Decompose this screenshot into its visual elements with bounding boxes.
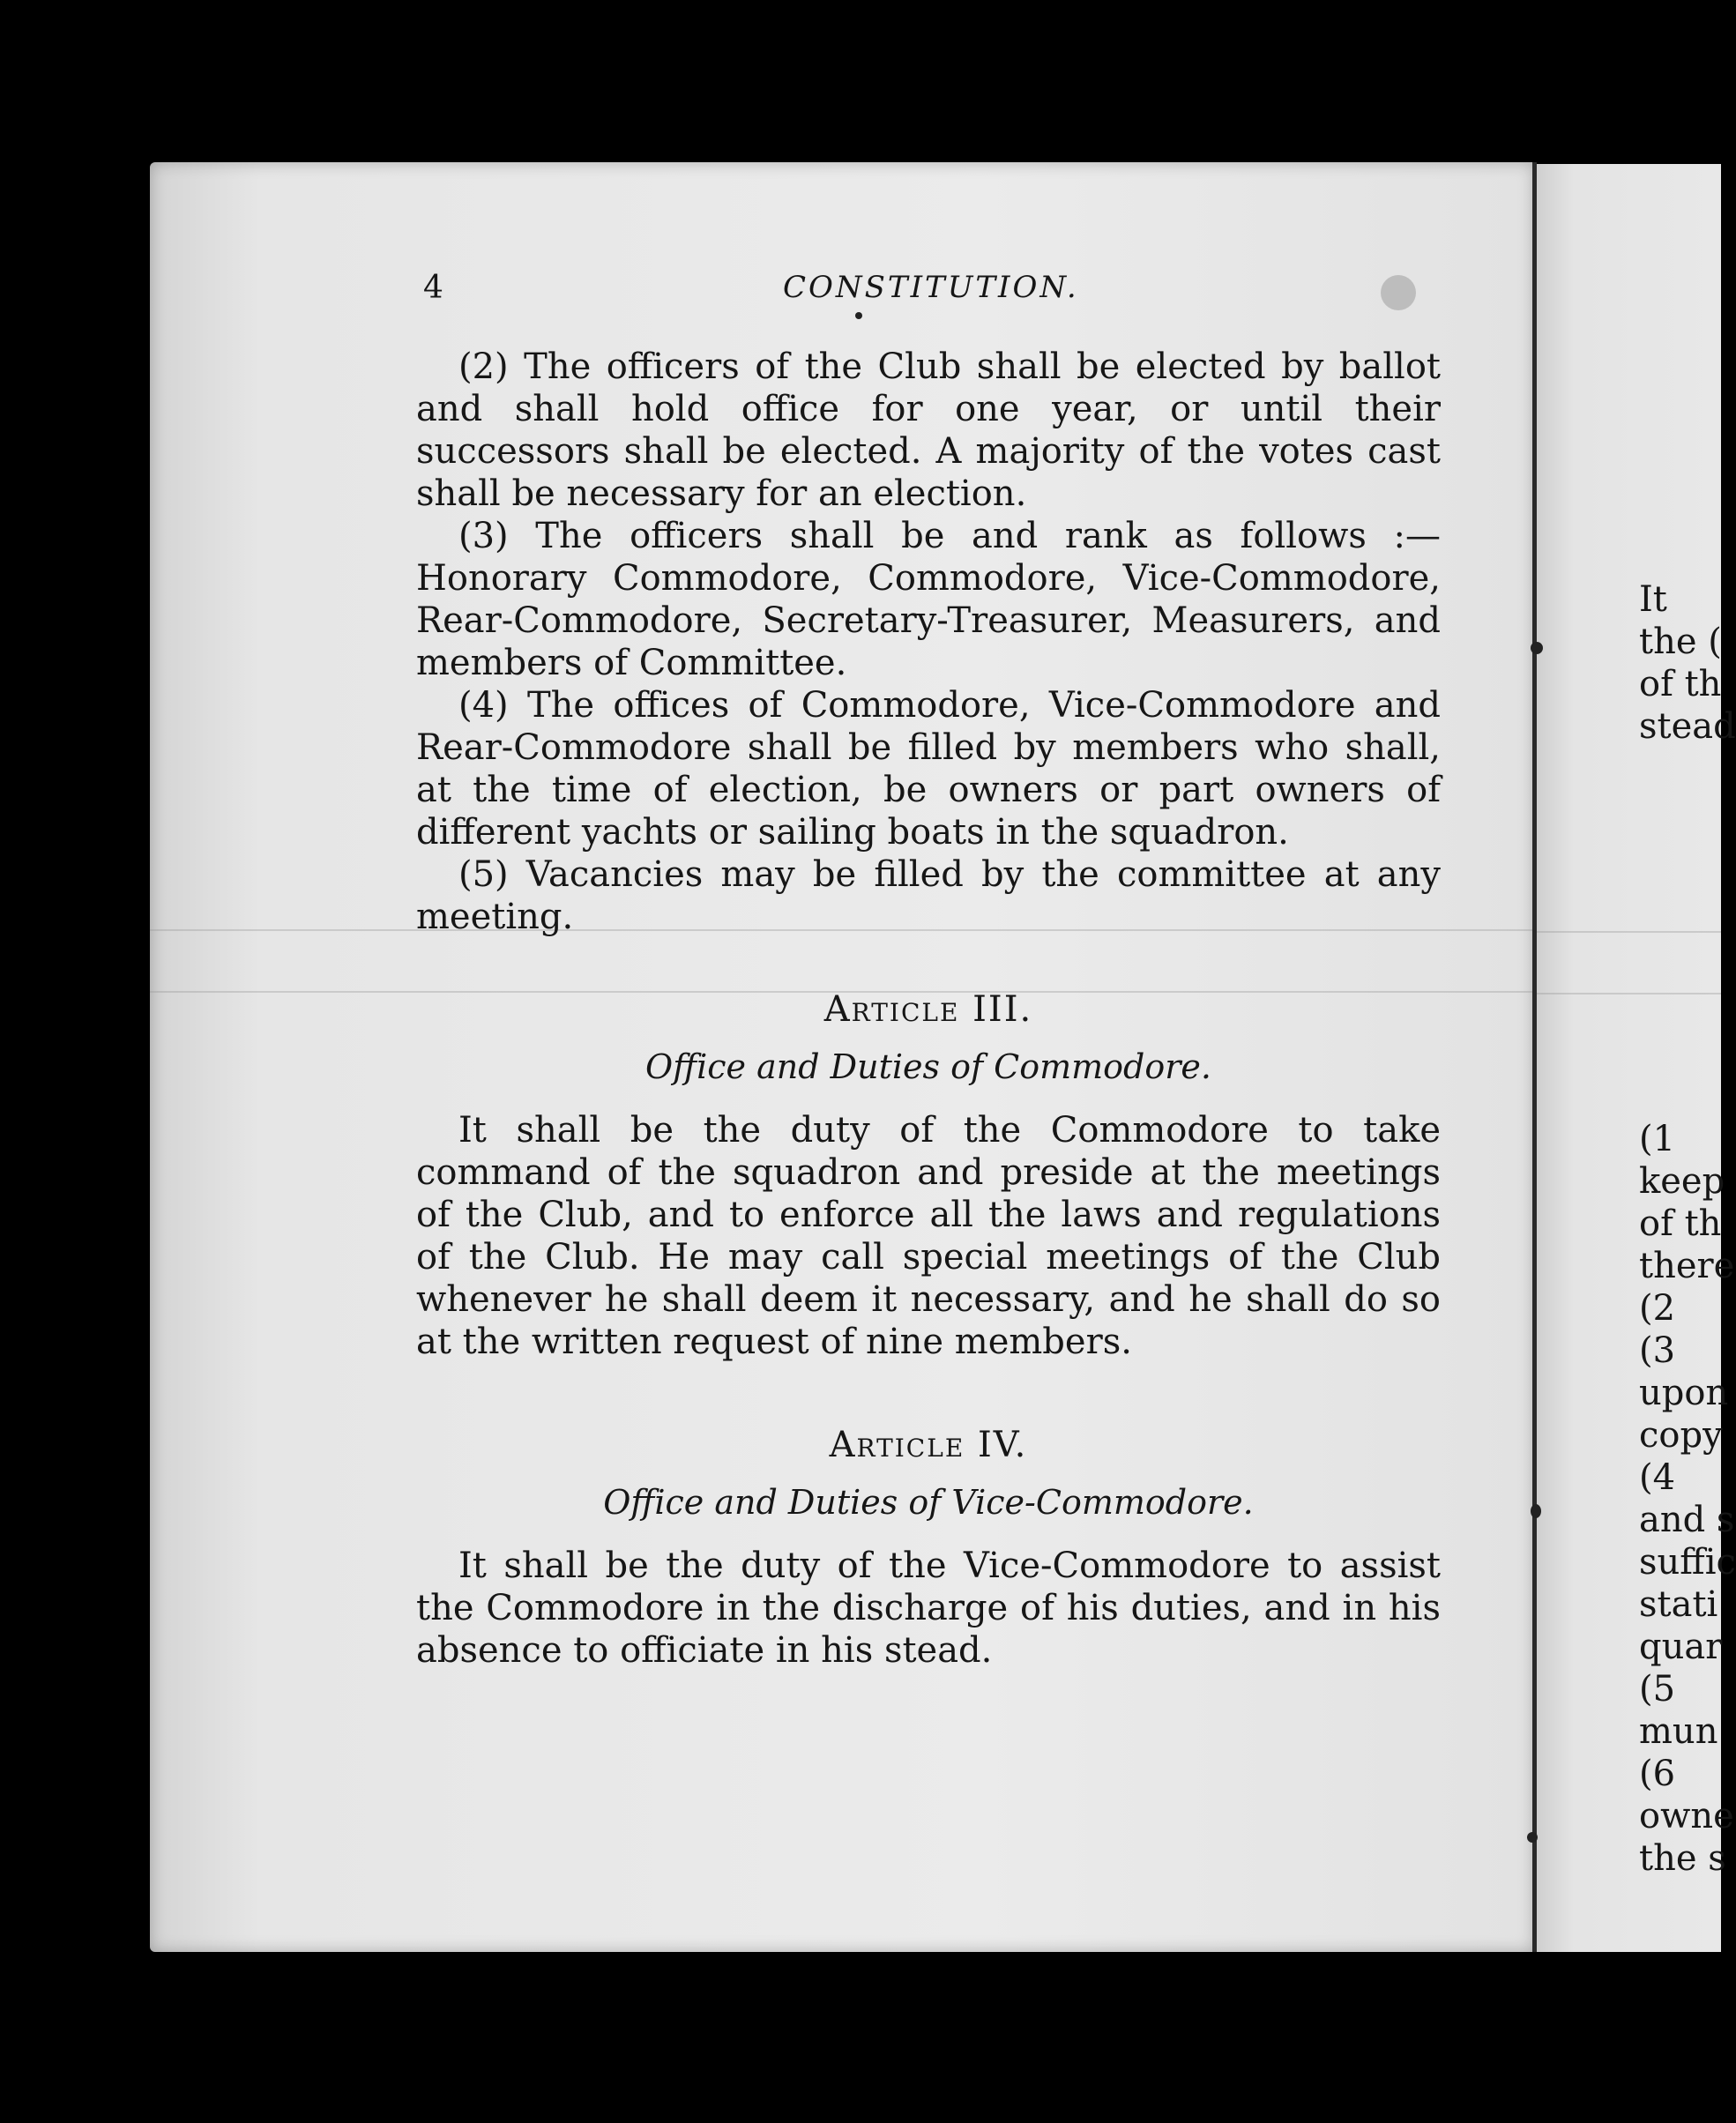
right-fragment: suffic: [1639, 1542, 1736, 1583]
right-fragment: of th: [1639, 1203, 1722, 1244]
right-fragment: (3: [1639, 1330, 1676, 1371]
scan-speck: [1531, 1504, 1541, 1518]
right-fragment: (6: [1639, 1754, 1676, 1794]
right-fragment: (1: [1639, 1119, 1676, 1159]
article-subheading: Office and Duties of Commodore.: [645, 1047, 1211, 1086]
ruled-line: [1537, 993, 1721, 994]
right-fragment: there: [1639, 1246, 1735, 1286]
article-text: It shall be the duty of the Vice-Commodore to assist the Commodore in the discharge of his duties, and in his absence to officiate in his stead.: [416, 1546, 1441, 1671]
article-text: It shall be the duty of the Commodore to take command of the squadron and preside at the meetings of the Club, and to enforce all the laws and regulations of the Club. He may call special meetings of the Club whenever he shall deem it necessary, and he shall do so at the written request of nine members.: [416, 1110, 1441, 1362]
right-fragment: (5: [1639, 1669, 1676, 1710]
right-fragment: stati: [1639, 1584, 1718, 1625]
right-fragment: owne: [1639, 1796, 1734, 1836]
right-fragment: (4: [1639, 1457, 1676, 1498]
right-fragment: upon: [1639, 1373, 1729, 1413]
page-header: [423, 264, 1437, 317]
right-fragment: the (: [1639, 622, 1722, 662]
article-heading: Article IV.: [829, 1425, 1028, 1465]
scan-speck: [1531, 642, 1543, 654]
section-paragraph: (5) Vacancies may be filled by the committee at any meeting.: [416, 854, 1441, 937]
section-paragraph: (4) The offices of Commodore, Vice-Commodore and Rear-Commodore shall be filled by members who shall, at the time of election, be owners or part owners of different yachts or sailing boats in the squadron.: [416, 685, 1441, 853]
section-paragraph: (2) The officers of the Club shall be elected by ballot and shall hold office for one year, or until their successors shall be elected. A majority of the votes cast shall be necessary for an election.: [416, 346, 1441, 514]
right-fragment: mun: [1639, 1711, 1718, 1752]
right-fragment: It: [1639, 579, 1667, 620]
right-fragment: (2: [1639, 1288, 1676, 1329]
right-page: [1537, 164, 1736, 1952]
right-fragment: copy: [1639, 1415, 1723, 1456]
running-head: CONSTITUTION.: [783, 270, 1079, 305]
right-fragment: the s: [1639, 1838, 1726, 1879]
right-fragment: quar: [1639, 1627, 1723, 1667]
article-heading: Article III.: [823, 989, 1033, 1030]
page-body: [416, 346, 1441, 1672]
scan-speck: [1527, 1832, 1538, 1843]
article-subheading: Office and Duties of Vice-Commodore.: [603, 1483, 1254, 1522]
right-fragment: and s: [1639, 1500, 1735, 1540]
page-number: 4: [423, 270, 443, 306]
right-fragment: of th: [1639, 664, 1722, 704]
section-paragraph: (3) The officers shall be and rank as follows :—Honorary Commodore, Commodore, Vice-Commodore, Rear-Commodore, Secretary-Treasurer, Measurers, and members of Committee.: [416, 516, 1441, 683]
right-fragment: stead: [1639, 706, 1736, 747]
ruled-line: [1537, 931, 1721, 933]
right-fragment: keep: [1639, 1161, 1725, 1202]
